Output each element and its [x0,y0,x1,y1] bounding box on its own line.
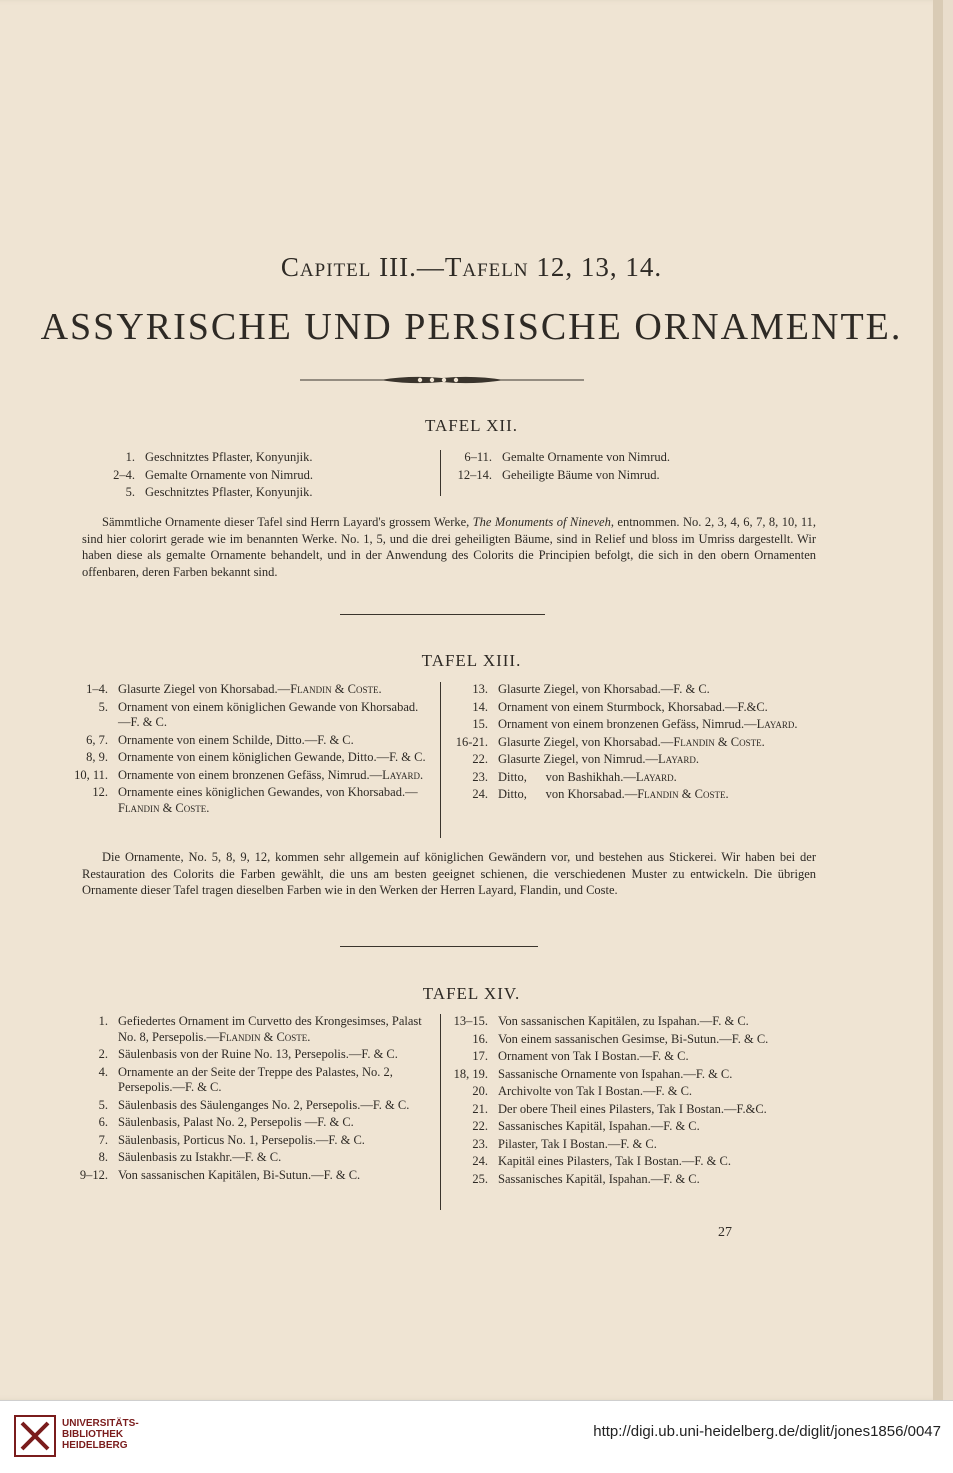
item-number: 1. [98,1014,108,1028]
tafel-xii-paragraph: Sämmtliche Ornamente dieser Tafel sind Herrn Layard's grossem Werke, The Monuments of Nineveh, entnommen. No. 2, 3, 4, 6, 7, 8, 10, 11, sind hier colorirt gerade wie im benannten Werke. No. 1, 5, und die drei geheiligten Bäume, sind in Relief und bloss im Umriss dargestellt. Wir haben diese als gemalte Ornamente behandelt, und in der Anwendung des Colorits die Principien befolgt, die sich in den obern Ornamenten offenbaren, deren Farben bekannt sind. [82,515,816,579]
list-item [446,787,816,803]
item-text: Ornament von Tak I Bostan.—F. & C. [498,1049,689,1063]
tafel-xiii-paragraph: Die Ornamente, No. 5, 8, 9, 12, kommen sehr allgemein auf königlichen Gewändern vor, und bestehen aus Stickerei. Wir haben bei der Restauration des Colorits die Farben gewählt, die uns am besten geeignet schienen, die verschiedenen Muster zu entwickeln. Die übrigen Ornamente dieser Tafel tragen dieselben Farben wie in den Werken der Herren Layard, Flandin, und Coste. [82,850,816,897]
list-item [68,682,430,698]
tafel-xiv-right-list [446,1014,818,1189]
list-item [446,682,816,698]
item-number: 16-21. [455,734,488,749]
list-item [446,1102,818,1118]
item-text: Von sassanischen Kapitälen, Bi-Sutun.—F. & C. [118,1167,361,1182]
item-number: 8. [98,1150,108,1164]
list-item [450,468,790,484]
page-number: 27 [718,1225,732,1240]
item-number: 12–14. [457,467,492,482]
item-text: Der obere Theil eines Pilasters, Tak I Bostan.—F.&C. [498,1101,767,1116]
item-number: 17. [472,1049,488,1063]
list-item [446,1067,818,1083]
item-credit: Layard. [382,767,424,782]
item-credit: Layard. [658,752,699,766]
tafel-xii-heading: TAFEL XII. [425,416,518,435]
list-item [68,768,430,784]
item-text: Gemalte Ornamente von Nimrud. [145,467,314,482]
item-text: Ornamente an der Seite der Treppe des Palastes, No. 2, Persepolis.—F. & C. [118,1064,397,1094]
library-footer [0,1400,953,1473]
item-credit: Layard. [756,717,798,731]
column-divider [440,1014,441,1210]
item-number: 1–4. [86,682,108,696]
item-number: 2. [98,1047,108,1061]
tafel-xiv-left-list [68,1014,430,1185]
tafel-xiv-heading: TAFEL XIV. [422,984,521,1003]
item-number: 25. [472,1171,488,1186]
item-text: Gemalte Ornamente von Nimrud. [502,450,671,464]
item-text: Ditto, von Bashikhah.— [498,769,636,784]
page-edge [933,0,943,1400]
item-text: Ornamente von einem bronzenen Gefäss, Nimrud.— [118,767,383,782]
chapter-heading: Capitel III.—Tafeln 12, 13, 14. [280,252,663,282]
list-item [446,1119,818,1135]
item-number: 12. [92,785,108,799]
list-item [446,1172,818,1188]
item-text: Kapitäl eines Pilasters, Tak I Bostan.—F. & C. [498,1154,731,1168]
item-text: Pilaster, Tak I Bostan.—F. & C. [498,1136,657,1151]
list-item [68,1047,430,1063]
item-text: Säulenbasis des Säulenganges No. 2, Persepolis.—F. & C. [118,1097,410,1112]
item-text: Geheiligte Bäume von Nimrud. [502,467,660,482]
item-number: 23. [472,769,488,784]
list-item [90,485,430,501]
item-number: 16. [472,1031,488,1046]
list-item [90,468,430,484]
list-item [446,752,816,768]
item-text: Säulenbasis, Porticus No. 1, Persepolis.—F. & C. [118,1132,365,1147]
item-credit: Flandin & Coste. [637,787,729,801]
item-text: Sassanisches Kapitäl, Ispahan.—F. & C. [498,1119,700,1133]
item-text: Gefiedertes Ornament im Curvetto des Krongesimses, Palast No. 8, Persepolis.— [118,1014,425,1044]
item-text: Glasurte Ziegel von Khorsabad.— [118,682,291,696]
item-credit: Flandin & Coste. [219,1029,311,1044]
item-text: Ditto, von Khorsabad.— [498,787,638,801]
item-number: 13–15. [453,1014,488,1028]
item-credit: Flandin & Coste. [673,734,765,749]
list-item [68,1133,430,1149]
tafel-xii-right-list [450,450,790,485]
item-number: 2–4. [113,467,135,482]
item-number: 9–12. [79,1167,108,1182]
column-divider [440,450,441,496]
list-item [446,1084,818,1100]
source-url-link[interactable]: http://digi.ub.uni-heidelberg.de/diglit/jones1856/0047 [593,1423,941,1440]
tafel-xiii-heading: TAFEL XIII. [421,651,522,670]
item-number: 20. [472,1084,488,1098]
item-text: Ornament von einem Sturmbock, Khorsabad.—F.&C. [498,699,768,714]
item-text: Säulenbasis, Palast No. 2, Persepolis —F. & C. [118,1115,354,1129]
item-number: 6–11. [464,450,492,464]
item-number: 15. [472,717,488,731]
item-number: 5. [98,1097,108,1112]
item-text: Ornamente eines königlichen Gewandes, von Khorsabad.— [118,785,418,799]
list-item [446,700,816,716]
list-item [446,1137,818,1153]
list-item [68,1098,430,1114]
item-credit: Flandin & Coste. [290,682,382,696]
item-text: Säulenbasis von der Ruine No. 13, Persepolis.—F. & C. [118,1047,398,1061]
list-item [68,1168,430,1184]
item-number: 1. [125,450,135,464]
list-item [68,1065,430,1096]
item-number: 24. [472,787,488,801]
section-rule [340,614,545,615]
item-text: Glasurte Ziegel, von Khorsabad.—F. & C. [498,682,710,696]
item-number: 24. [472,1154,488,1168]
section-rule [340,946,538,947]
list-item [446,1032,818,1048]
item-text: Ornament von einem königlichen Gewande von Khorsabad.—F. & C. [118,699,419,729]
item-number: 5. [125,485,135,499]
item-number: 13. [472,682,488,696]
list-item [450,450,790,466]
item-number: 18, 19. [453,1066,488,1081]
list-item [68,785,430,816]
item-text: Archivolte von Tak I Bostan.—F. & C. [498,1084,693,1098]
item-text: Säulenbasis zu Istakhr.—F. & C. [118,1150,282,1164]
item-text: Sassanisches Kapitäl, Ispahan.—F. & C. [498,1171,700,1186]
item-number: 14. [472,699,488,714]
list-item [90,450,430,466]
item-number: 6. [98,1115,108,1129]
item-number: 23. [472,1136,488,1151]
tafel-xii-left-list [90,450,430,503]
item-number: 8, 9. [86,750,108,764]
item-credit: Layard. [635,769,677,784]
item-text: Geschnitztes Pflaster, Konyunjik. [145,450,313,464]
item-number: 22. [472,752,488,766]
library-name: UNIVERSITÄTS- BIBLIOTHEK HEIDELBERG [62,1418,139,1451]
list-item [68,750,430,766]
item-number: 10, 11. [74,767,108,782]
item-number: 4. [98,1064,108,1079]
item-text: Ornament von einem bronzenen Gefäss, Nimrud.— [498,717,757,731]
list-item [446,717,816,733]
list-item [68,733,430,749]
item-text: Glasurte Ziegel, von Nimrud.— [498,752,659,766]
ornamental-divider [300,374,584,386]
item-number: 22. [472,1119,488,1133]
list-item [446,1049,818,1065]
list-item [68,1115,430,1131]
page-title: ASSYRISCHE UND PERSISCHE ORNAMENTE. [40,306,903,348]
item-number: 7. [98,1132,108,1147]
item-number: 6, 7. [86,732,108,747]
list-item [68,1150,430,1166]
list-item [446,770,816,786]
column-divider [440,682,441,838]
list-item [68,700,430,731]
list-item [446,1014,818,1030]
item-text: Von einem sassanischen Gesimse, Bi-Sutun.—F. & C. [498,1031,769,1046]
tafel-xiii-left-list [68,682,430,818]
item-number: 21. [472,1101,488,1116]
item-credit: Flandin & Coste. [118,800,210,815]
tafel-xiii-right-list [446,682,816,805]
list-item [68,1014,430,1045]
item-text: Geschnitztes Pflaster, Konyunjik. [145,485,313,499]
item-number: 5. [98,699,108,714]
item-text: Sassanische Ornamente von Ispahan.—F. & C. [498,1066,733,1081]
item-text: Ornamente von einem Schilde, Ditto.—F. & C. [118,732,354,747]
library-logo-icon [14,1415,56,1457]
item-text: Ornamente von einem königlichen Gewande, Ditto.—F. & C. [118,750,426,764]
list-item [446,735,816,751]
list-item [446,1154,818,1170]
item-text: Glasurte Ziegel, von Khorsabad.— [498,734,674,749]
item-text: Von sassanischen Kapitälen, zu Ispahan.—F. & C. [498,1014,749,1028]
